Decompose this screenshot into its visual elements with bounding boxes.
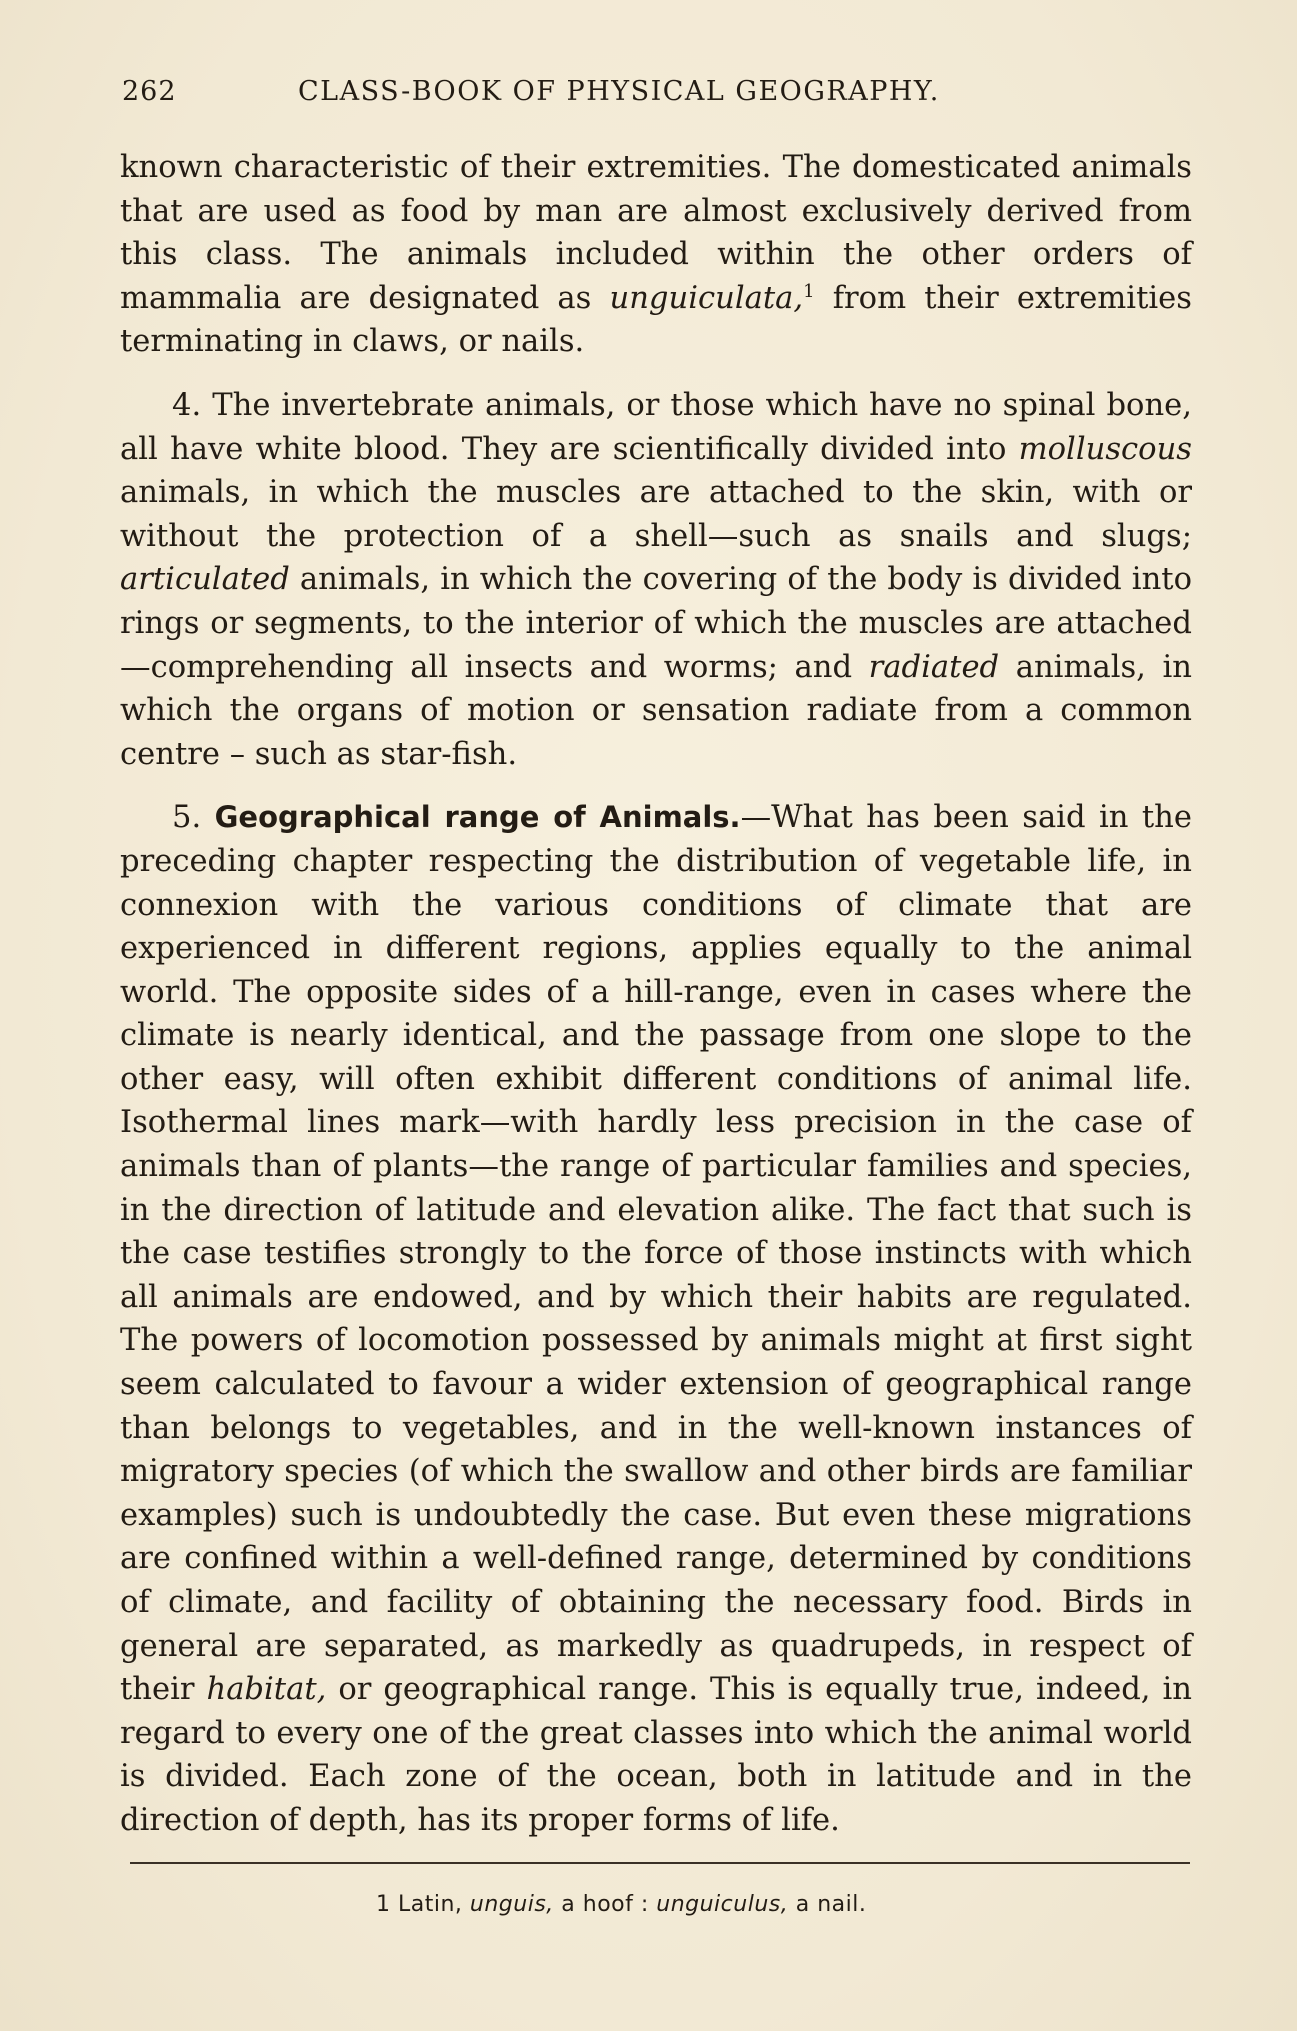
- running-head: CLASS-BOOK OF PHYSICAL GEOGRAPHY.: [298, 76, 940, 107]
- paragraph-text: animals, in which the muscles are attached to the skin, with or without the protection of a shell—such as snails and slugs;: [120, 475, 1192, 554]
- footnote-italic: unguis,: [469, 1892, 554, 1917]
- paragraph-text: —What has been said in the preceding chapter respecting the distribution of vegetable life, in connexion with the various conditions of climate that are experienced in different regions, applies equally to the animal world. The opposite sides of a hill-range, even in cases where the climate is nearly identical, and the passage from one slope to the other easy, will often exhibit different conditions of animal life. Isothermal lines mark—with hardly less precision in the case of animals than of plants—the range of particular families and species, in the direction of latitude and elevation alike. The fact that such is the case testifies strongly to the force of those instincts with which all animals are endowed, and by which their habits are regulated. The powers of locomotion possessed by animals might at first sight seem calculated to favour a wider extension of geographical range than belongs to vegetables, and in the well-known instances of migratory species (of which the swallow and other birds are familiar examples) such is undoubtedly the case. But even these migrations are confined within a well-defined range, determined by conditions of climate, and facility of obtaining the necessary food. Birds in general are separated, as markedly as quadrupeds, in respect of their: [120, 800, 1192, 1708]
- paragraph-text: known characteristic of their extremities. The domesticated animals that are used as food by man are almost exclusively derived from this class. The animals included within the other orders of mammalia are designated as: [120, 150, 1192, 316]
- paragraph-text: or geographical range. This is equally true, indeed, in regard to every one of the great classes into which the animal world is divided. Each zone of the ocean, both in latitude and in the direction of depth, has its proper forms of life.: [120, 1672, 1192, 1838]
- paragraph-number: 4.: [172, 387, 202, 423]
- paragraph-text: animals, in which the covering of the body is divided into rings or segments, to the interior of which the muscles are attached—comprehending all insects and worms; and: [120, 562, 1192, 685]
- paragraph-heading: Geographical range of Animals.: [214, 800, 741, 835]
- footnote-reference: 1: [803, 280, 815, 302]
- paragraph-text: The invertebrate animals, or those which have no spinal bone, all have white blood. They are scientifically divided into: [120, 387, 1192, 467]
- paragraph-invertebrates: [120, 384, 1192, 776]
- paragraph-geographical-range: [120, 796, 1192, 1842]
- italic-term: molluscous: [1018, 431, 1192, 467]
- footnote-divider: [130, 1862, 1190, 1864]
- italic-term: habitat,: [206, 1672, 327, 1708]
- paragraph-unguiculata: [120, 146, 1192, 364]
- paragraph-text: from their extremities terminating in claws, or nails.: [120, 280, 1192, 360]
- footnote: [376, 1890, 1076, 1920]
- body-text: [120, 146, 1192, 1843]
- footnote-marker: 1: [376, 1892, 391, 1917]
- paragraph-text: animals, in which the organs of motion or sensation radiate from a common centre – such as star-fish.: [120, 649, 1192, 772]
- footnote-text: Latin,: [390, 1892, 470, 1917]
- footnote-text: a nail.: [788, 1892, 867, 1917]
- footnote-text: a hoof :: [553, 1892, 657, 1917]
- footnote-italic: unguiculus,: [656, 1892, 789, 1917]
- page-number: 262: [122, 76, 177, 107]
- page-header: [122, 70, 1192, 116]
- italic-term: radiated: [868, 649, 1000, 685]
- italic-term: unguiculata,: [609, 280, 804, 316]
- paragraph-number: 5.: [172, 800, 202, 836]
- italic-term: articulated: [120, 562, 290, 598]
